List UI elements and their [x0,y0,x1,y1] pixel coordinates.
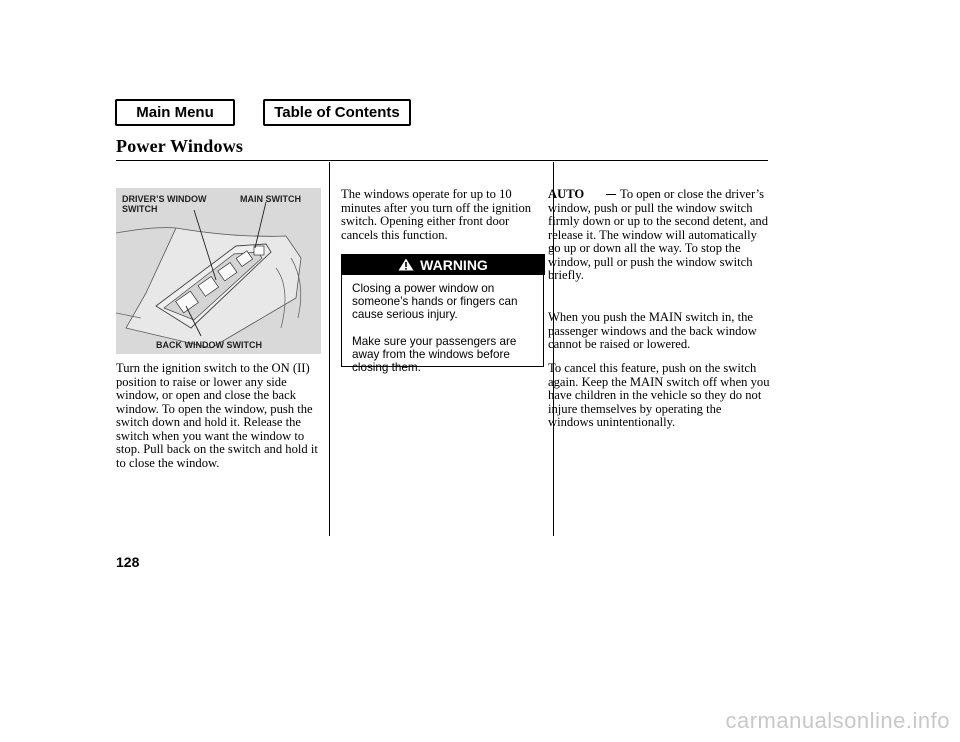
left-column-text: Turn the ignition switch to the ON (II) position to raise or lower any side window, or open and close the back window. To open the window, push the switch down and hold it. Release the switch when you want the window to stop. Pull back on the switch and hold it to close the window. [116,361,318,470]
window-switch-figure [116,188,321,354]
column-divider-left [329,162,330,536]
auto-text-2: When you push the MAIN switch in, the passenger windows and the back window cannot be raised or lowered. [548,310,757,351]
back-window-switch-label: BACK WINDOW SWITCH [156,340,262,350]
warning-text-2: Make sure your passengers are away from the windows before closing them. [352,335,517,375]
drivers-window-switch-label: DRIVER’S WINDOW SWITCH [122,194,207,214]
warning-text-1: Closing a power window on someone’s hands or fingers can cause serious injury. [352,282,518,322]
page-number: 128 [116,554,140,570]
main-menu-button[interactable]: Main Menu [115,99,235,126]
warning-heading: WARNING [420,256,488,273]
warning-banner [341,254,545,275]
page-title: Power Windows [116,136,244,156]
auto-dash [606,194,616,195]
watermark: carmanualsonline.info [725,708,950,733]
table-of-contents-button[interactable]: Table of Contents [263,99,411,126]
auto-heading: AUTO [548,187,585,201]
title-rule [116,160,768,161]
middle-column-text: The windows operate for up to 10 minutes after you turn off the ignition switch. Opening either front door cancels this function. [341,187,532,242]
warning-triangle-icon [398,258,414,271]
auto-text-3: To cancel this feature, push on the switch again. Keep the MAIN switch off when you have children in the vehicle so they do not injure themselves by operating the windows unintentionally. [548,361,770,429]
auto-text-1: To open or close the driver’s window, push or pull the window switch firmly down or up to the second detent, and release it. The window will automatically go up or down all the way. To stop the window, pull or push the window switch briefly. [548,187,768,282]
main-switch-label: MAIN SWITCH [240,194,301,204]
